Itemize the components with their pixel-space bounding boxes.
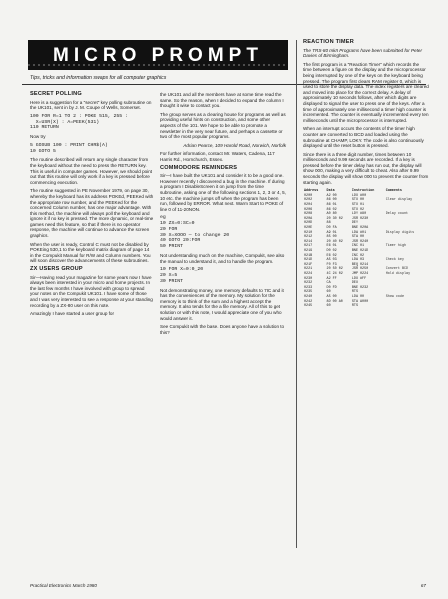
table-cell: 20 50 02 bbox=[326, 267, 343, 272]
article-paragraph: When the user is ready, Control C must not be disabled by POKEing 530,1 to the keyboard matrix diagram of page 14 in the Compukit Manual for R/W and Column numbers. You will soon discover the advancements of these subroutines. bbox=[30, 241, 151, 264]
table-cell: INC 01 bbox=[351, 244, 365, 249]
table-cell: Delay count bbox=[385, 212, 409, 217]
table-cell: LDX #00 bbox=[351, 193, 367, 198]
table-cell: JSR 0230 bbox=[351, 216, 369, 221]
section-heading: COMMODORE REMINDERS bbox=[160, 164, 238, 171]
table-cell: 020A bbox=[304, 216, 313, 221]
table-cell: D0 FA bbox=[326, 226, 337, 230]
table-cell: 60 bbox=[326, 304, 331, 309]
table-cell: 86 01 bbox=[326, 203, 337, 208]
table-cell: Check key bbox=[385, 258, 404, 263]
code-listing: 100 FOR R=1 TO 2 : POKE 515, 255 : X=USR(X) : A=PEEK(531) 110 RETURN bbox=[30, 113, 128, 131]
article-paragraph: Sir—I have built the UK101 and consider it to be a good one. However recently I discovered a bug in the machine. If during a program I DisableScreen it on jump from the time subroutine, asking one of the following sections 1, 2, 3 or 4, 5, 10 etc. the machine jumps off when the program has been run, followed by ERROR. What next. Warm Start to POKE of line 0 of 11-20NON. bbox=[160, 173, 286, 212]
middle-column bbox=[160, 92, 286, 338]
table-cell: 020E bbox=[304, 226, 313, 230]
table-cell: 0245 bbox=[304, 304, 313, 309]
sidebar-paragraph: The first program is a "Reaction Timer" which records the time between a figure on the display and the microprocessor being interrupted by one of the keys on the keyboard being pressed. The program first clears RAM register 0, which is used to store the display data. The index registers are cleared and moved into place for the correct delay. A delay of approximately 10 seconds follows, after which digits are displayed to signal the user to press one of the keys. After a time of approximately one millisecond a timer high counter is incremented. The counter is eventually incremented every ten milliseconds until the microprocessor is interrupted. bbox=[303, 61, 429, 123]
table-cell: RTS bbox=[351, 304, 358, 309]
table-cell: A2 FF bbox=[326, 276, 337, 281]
table-cell: DEX bbox=[351, 281, 358, 286]
table-cell: INC 02 bbox=[351, 253, 365, 258]
article-paragraph: The routine described will return any single character from the keyboard without the need to press the RETURN key. This is useful in computer games. However, we should point out that this routine will only work if a key is pressed before commencing execution. bbox=[30, 157, 153, 185]
table-cell: 20 30 02 bbox=[326, 216, 343, 221]
table-cell: 0233 bbox=[304, 285, 313, 290]
table-cell: LDX #FF bbox=[351, 276, 367, 281]
article-paragraph: Not demonstrating money, one memory defaults to 7IC and it has the conveniences of the memory. My solution for the memory is to think of the sum and a highest accept the memory. It also tends for the a file memory. All of this to get solution or with this note, I would appreciate one of you who would answer it. bbox=[160, 287, 284, 321]
table-cell: STX 02 bbox=[351, 207, 365, 212]
table-cell: BNE 0232 bbox=[351, 285, 369, 290]
table-cell: 0212 bbox=[304, 235, 313, 240]
table-cell: 0217 bbox=[304, 244, 313, 249]
table-header-cell: Data bbox=[326, 189, 335, 194]
table-cell: LDA #01 bbox=[351, 230, 367, 235]
code-listing: eg 10 ZX=0:SC=0 20 FOR 30 X=XOOO — to change 20 40 GOTO 20:FOR 50 PRINT bbox=[160, 215, 230, 250]
table-cell: 0230 bbox=[304, 276, 313, 281]
logo-text: MICRO PROMPT bbox=[53, 45, 263, 66]
table-cell: 021F bbox=[304, 262, 313, 267]
table-cell: 0219 bbox=[304, 248, 313, 253]
table-cell: 4C 24 02 bbox=[326, 271, 343, 276]
article-paragraph: Here is a suggestion for a "secret" key polling subroutine on the UK101, sent in by J. M. Coupe of Wells, Somerset. bbox=[30, 99, 152, 111]
table-cell: STX 01 bbox=[351, 203, 365, 208]
article-paragraph: Sir—Having read your magazine for some years now I have always been interested in your micro and home projects. In the last few months I have involved with group to spread your notes on the Compukit UK101. I have some of those and I was very interested to see a response at your standing recording by a ZX-80 user on this note. bbox=[30, 274, 153, 308]
table-cell: STX 00 bbox=[351, 198, 365, 203]
table-cell: LDA 03 bbox=[351, 258, 365, 263]
table-header-cell: Address bbox=[304, 189, 319, 194]
article-paragraph: The routine suggested in PE November 1979, on page 30, whereby the keyboard has its address POKEd, PEEKed with the appropriate row number, and the PEEKed for the concerned Column number, has one major advantage. With this method, the machine will always poll the keyboard and ignore it if no key is pressed. The more dynamic, or real-time games need this feature, so that if there is no operator response, the machine will continue to advance the screen graphics. bbox=[30, 188, 154, 239]
article-paragraph: The group serves as a clearing house for programs as well as providing useful hints on construction, and some other aspects of the 101. We hope to be able to promote a newsletter in the very near future, and perhaps a cassette or two of the most popular programs. bbox=[160, 111, 286, 140]
table-cell: 0235 bbox=[304, 290, 313, 295]
table-cell: D0 FD bbox=[326, 285, 337, 290]
table-cell: Hold display bbox=[385, 271, 411, 276]
sidebar-paragraph: When an interrupt occurs the contents of the timer high counter are converted to BCD and loaded using the subroutine at CHAMP, LOKY. The code is also continuously displayed until the reset button is pressed. bbox=[303, 126, 424, 149]
table-cell: Convert BCD bbox=[385, 267, 409, 272]
code-listing: 10 FOR X=0:0_20 20 X=5 30 PRINT bbox=[160, 267, 204, 284]
table-row bbox=[303, 304, 427, 309]
table-cell: 0200 bbox=[304, 193, 313, 198]
table-cell: JSR 0250 bbox=[351, 267, 369, 272]
table-cell: DEY bbox=[351, 221, 358, 226]
letter-signature: Adrian Pearce, 109 Harold Road, Norwich, Norfolk bbox=[183, 142, 286, 148]
reaction-timer-sidebar bbox=[296, 40, 429, 548]
table-cell: BNE 020A bbox=[351, 226, 369, 230]
table-cell: 86 00 bbox=[326, 198, 337, 203]
article-paragraph: Now try bbox=[30, 134, 46, 140]
table-cell: 85 00 bbox=[326, 235, 337, 240]
article-paragraph: Amazingly I have started a user group for bbox=[30, 311, 115, 317]
table-cell: 0208 bbox=[304, 212, 313, 217]
table-cell: 020D bbox=[304, 221, 313, 226]
section-heading: ZX USERS GROUP bbox=[30, 266, 83, 273]
table-cell: 021B bbox=[304, 253, 313, 258]
table-cell: CA bbox=[326, 281, 331, 286]
article-paragraph: For further information, contact Mr. Waters, Cadena, 117 Harris Rd., Hornchurch, Essex. bbox=[160, 151, 275, 162]
table-cell: A2 00 bbox=[326, 193, 337, 198]
article-paragraph: Not understanding much on the machine, Compukit, see also the manual to understand it, and to handle the program. bbox=[160, 253, 285, 264]
table-cell: LDA 00 bbox=[351, 294, 365, 299]
table-cell: E6 01 bbox=[326, 244, 337, 249]
section-heading: SECRET POLLING bbox=[30, 91, 82, 97]
table-cell: BEQ 0214 bbox=[351, 262, 369, 267]
sidebar-intro: The TRS-80 mkII Programs have been submitted for Peter Davies of Birmingham. bbox=[303, 47, 422, 59]
table-cell: 8D 00 A0 bbox=[326, 299, 343, 304]
table-cell: 0206 bbox=[304, 207, 313, 212]
table-cell: Display digits bbox=[385, 230, 415, 235]
table-cell: 0202 bbox=[304, 198, 313, 203]
table-cell: A9 01 bbox=[326, 230, 337, 235]
tagline: Tips, tricks and information swaps for all computer graphics bbox=[30, 75, 167, 81]
table-cell: Clear display bbox=[385, 198, 413, 203]
table-cell: 0214 bbox=[304, 239, 313, 244]
table-cell: 0232 bbox=[304, 281, 313, 286]
table-cell bbox=[385, 304, 427, 309]
table-cell: A0 80 bbox=[326, 212, 337, 217]
table-cell: RTS bbox=[351, 290, 358, 295]
table-cell: 86 02 bbox=[326, 207, 337, 212]
table-cell: A5 03 bbox=[326, 258, 337, 263]
table-cell: A5 00 bbox=[326, 294, 337, 299]
table-cell: 0221 bbox=[304, 267, 313, 272]
table-cell: BNE 021D bbox=[351, 248, 369, 253]
table-cell: 0224 bbox=[304, 271, 313, 276]
table-cell: LDY #80 bbox=[351, 212, 367, 217]
table-cell: D0 02 bbox=[326, 248, 337, 253]
table-cell: Show code bbox=[385, 294, 404, 299]
micro-prompt-logo bbox=[28, 40, 288, 70]
code-listing: 5 GOSUB 100 : PRINT CHR$(A) 10 GOTO 5 bbox=[30, 142, 108, 154]
table-cell: F0 F3 bbox=[326, 262, 337, 267]
table-cell: JSR 0240 bbox=[351, 239, 369, 244]
table-cell: 021D bbox=[304, 258, 313, 263]
table-cell: Timer high bbox=[385, 244, 407, 249]
sidebar-heading: REACTION TIMER bbox=[303, 39, 354, 45]
table-header-cell: Comments bbox=[385, 189, 402, 194]
table-cell: 60 bbox=[326, 290, 331, 295]
article-paragraph: See Compukit with the base. Does anyone have a solution to this? bbox=[160, 324, 285, 335]
table-cell: 20 40 02 bbox=[326, 239, 343, 244]
article-paragraph: the UK101 and all the members have at some time read the same. So the reason, when I decided to expand the column I thought it wise to contact you. bbox=[160, 92, 284, 109]
table-cell: 0204 bbox=[304, 203, 313, 208]
table-cell: E6 02 bbox=[326, 253, 337, 258]
left-column bbox=[30, 92, 154, 320]
program-listing-table bbox=[303, 189, 427, 308]
table-cell: 0242 bbox=[304, 299, 313, 304]
table-cell: JMP 0224 bbox=[351, 271, 369, 276]
table-cell: 88 bbox=[326, 221, 331, 226]
table-cell: STA 00 bbox=[351, 235, 365, 240]
table-header-cell: Instruction bbox=[351, 189, 375, 194]
page-number: 67 bbox=[420, 583, 426, 588]
sidebar-paragraph: Since there is a three digit number, times between 10 milliseconds and 9.99 seconds are recorded. If a key is pressed before the timer delay has run out, the display will show 000, making a very difficult to cheat. Also after 9.99 seconds the display will show 000 to prevent the counter from starting again. bbox=[303, 151, 429, 185]
footer-publication: Practical Electronics March 1980 bbox=[30, 583, 97, 588]
table-cell: 0210 bbox=[304, 230, 313, 235]
table-cell: 0240 bbox=[304, 294, 313, 299]
table-cell: STA A000 bbox=[351, 299, 369, 304]
